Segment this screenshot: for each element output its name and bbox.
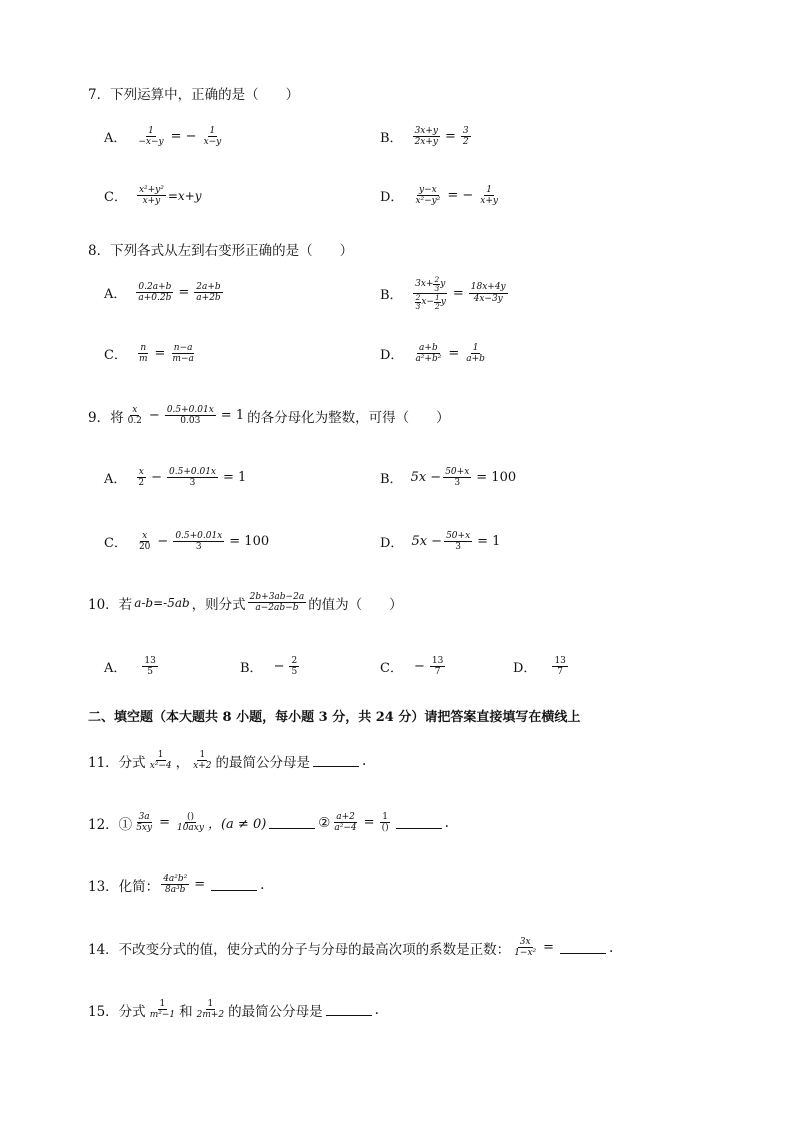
q11: 11．分式 $\frac{1}{\text{x²−4}}$ ， $\frac{1}{x+2}$ 的最简公分母是 . — [88, 750, 367, 772]
q9-c-expression: $\frac{x}{20}$ − $\frac{0.5+0.01x}{3}$ = 100 — [138, 531, 270, 553]
q8-stem: 8．下列各式从左到右变形正确的是（ ） — [88, 243, 354, 259]
q8-b-expression: 3x+ $\frac{2}{3}$ y 2 3 x− $\frac{1}{2}$ y = $\frac{18x+4y}{4x-3y}$ — [411, 276, 510, 311]
fraction: $\frac{3x}{\text{1−x²}}$ — [514, 937, 537, 959]
fraction: $\frac{1}{x-y}$ — [203, 126, 222, 148]
section-heading: 二、填空题（本大题共 8 小题，每小题 3 分，共 24 分）请把答案直接填写在横线上 — [88, 710, 581, 725]
q7-c-expression: $\frac{\text{x²+y²}}{x+y}$ =x+y — [138, 185, 202, 207]
option-label: C． — [380, 661, 403, 677]
fraction: $\frac{3}{2}$ — [462, 126, 469, 148]
q7-option-c[interactable] — [104, 185, 202, 207]
fraction: $\frac{1}{a+b}$ — [466, 343, 485, 365]
fraction: $\frac{0.5+0.01x}{3}$ — [169, 467, 216, 489]
q12: 12．① $\frac{3a}{5xy}$ = $\frac{()}{\text{10axy}}$ ，(a ≠ 0) ② $\frac{a+2}{\text{a²−4}}$ = $\frac{1}{()}$ . — [88, 812, 449, 834]
fraction: $\frac{3x+y}{2x+y}$ — [414, 126, 438, 148]
fraction: $\frac{x}{2}$ — [138, 467, 145, 489]
option-label: D． — [380, 190, 404, 206]
fraction: $\frac{1}{\text{x²−4}}$ — [149, 750, 172, 772]
answer-blank[interactable] — [313, 754, 359, 767]
q8-option-a[interactable] — [104, 282, 225, 304]
fraction: $\frac{1}{()}$ — [381, 812, 389, 834]
q7-b-expression: $\frac{3x+y}{2x+y}$ = $\frac{3}{2}$ — [414, 126, 469, 148]
fraction: $\frac{1}{\text{m²−1}}$ — [149, 999, 176, 1021]
fraction: $\frac{2a+b}{a+2b}$ — [196, 282, 221, 304]
option-label: C． — [104, 190, 127, 206]
fraction: $\frac{1}{-x-y}$ — [138, 126, 164, 148]
fraction: $\frac{13}{7}$ — [431, 656, 444, 678]
q7-a-expression: $\frac{1}{-x-y}$ = − $\frac{1}{x-y}$ — [138, 126, 222, 148]
option-label: C． — [104, 536, 127, 552]
q10-option-a[interactable] — [104, 656, 160, 678]
option-label: D． — [380, 348, 404, 364]
q13: 13．化简： $\frac{\text{4a²b²}}{\text{8a³b}}$ = . — [88, 874, 265, 896]
fraction: $\frac{50+x}{3}$ — [446, 531, 471, 553]
q8-option-c[interactable] — [104, 343, 198, 365]
option-label: A． — [104, 472, 127, 488]
fraction: $\frac{2}{5}$ — [291, 656, 298, 678]
fraction: $\frac{0.5+0.01x}{3}$ — [175, 531, 223, 553]
q10-stem: 10．若 a-b=-5ab ，则分式 $\frac{2b+3ab-2a}{a-2ab-b}$ 的值为（ ） — [88, 592, 403, 614]
fraction: $\frac{\text{x²+y²}}{x+y}$ — [138, 185, 164, 207]
fraction: $\frac{13}{7}$ — [554, 656, 566, 678]
q10-option-b[interactable]: B． − $\frac{2}{5}$ — [240, 656, 298, 678]
fraction: $\frac{n}{m}$ — [138, 343, 148, 365]
q8-option-d[interactable] — [380, 343, 489, 365]
answer-blank[interactable] — [326, 1003, 372, 1016]
q9-option-c[interactable] — [104, 531, 272, 553]
q8-c-expression: $\frac{n}{m}$ = $\frac{n-a}{m-a}$ — [138, 343, 194, 365]
q10-option-d[interactable] — [513, 656, 570, 678]
option-label: A． — [104, 661, 127, 677]
option-label: A． — [104, 131, 127, 147]
q7-option-d[interactable] — [380, 185, 502, 207]
fraction: $\frac{1}{x+y}$ — [480, 185, 498, 207]
answer-blank[interactable] — [560, 941, 606, 954]
fraction: $\frac{y-x}{\text{x²−y²}}$ — [415, 185, 441, 207]
q7-option-a[interactable] — [104, 126, 225, 148]
fraction: $\frac{13}{5}$ — [144, 656, 156, 678]
q15: 15．分式 $\frac{1}{\text{m²−1}}$ 和 $\frac{1}{2m+2}$ 的最简公分母是 . — [88, 999, 379, 1021]
fraction: $\frac{3a}{5xy}$ — [136, 812, 153, 834]
option-label: D． — [380, 536, 404, 552]
fraction: $\frac{a+b}{\text{a²+b²}}$ — [415, 343, 442, 365]
q9-b-expression: 5x − $\frac{50+x}{3}$ = 100 — [410, 467, 517, 489]
fraction: $\frac{1}{2m+2}$ — [196, 999, 225, 1021]
fraction: $\frac{18x+4y}{4x-3y}$ — [470, 282, 506, 304]
q7-option-b[interactable] — [380, 126, 473, 148]
answer-blank[interactable] — [396, 816, 442, 829]
q8-option-b[interactable] — [380, 276, 510, 311]
complex-fraction: 3x+ $\frac{2}{3}$ y 2 3 x− $\frac{1}{2}$ y — [415, 275, 446, 311]
fraction: $\frac{2b+3ab-2a}{a-2ab-b}$ — [249, 592, 305, 614]
option-label: A． — [104, 287, 127, 303]
option-label: B． — [380, 287, 403, 303]
fraction: $\frac{1}{x+2}$ — [193, 750, 212, 772]
fraction: $\frac{n-a}{m-a}$ — [172, 343, 194, 365]
q8-a-expression: $\frac{0.2a+b}{a+0.2b}$ = $\frac{2a+b}{a+2b}$ — [138, 282, 221, 304]
q7-d-expression: $\frac{y-x}{\text{x²−y²}}$ = − $\frac{1}{x+y}$ — [415, 185, 498, 207]
q9-option-b[interactable] — [380, 467, 519, 489]
fraction: $\frac{50+x}{3}$ — [445, 467, 470, 489]
q9-d-expression: 5x − $\frac{50+x}{3}$ = 1 — [411, 531, 501, 553]
fraction: $\frac{a+2}{\text{a²−4}}$ — [334, 812, 357, 834]
answer-blank[interactable] — [269, 816, 315, 829]
fraction: $\frac{0.2a+b}{a+0.2b}$ — [138, 282, 172, 304]
q9-option-a[interactable] — [104, 467, 249, 489]
option-label: B． — [240, 661, 263, 677]
fraction: $\frac{0.5+0.01x}{0.03}$ — [166, 405, 214, 427]
fraction: $\frac{\text{4a²b²}}{\text{8a³b}}$ — [163, 874, 188, 896]
option-label: C． — [104, 348, 127, 364]
q9-stem: 9．将 $\frac{x}{0.2}$ − $\frac{0.5+0.01x}{0.03}$ = 1 的各分母化为整数，可得（ ） — [88, 405, 450, 427]
option-label: B． — [380, 472, 403, 488]
fraction: $\frac{()}{\text{10axy}}$ — [176, 812, 204, 834]
option-label: D． — [513, 661, 537, 677]
answer-blank[interactable] — [211, 878, 257, 891]
q8-d-expression: $\frac{a+b}{\text{a²+b²}}$ = $\frac{1}{a+b}$ — [415, 343, 485, 365]
q14: 14．不改变分式的值，使分式的分子与分母的最高次项的系数是正数： $\frac{3x}{\text{1−x²}}$ = . — [88, 937, 614, 959]
option-label: B． — [380, 131, 403, 147]
q9-option-d[interactable] — [380, 531, 503, 553]
fraction: $\frac{x}{0.2}$ — [127, 405, 142, 427]
q9-a-expression: $\frac{x}{2}$ − $\frac{0.5+0.01x}{3}$ = 1 — [138, 467, 247, 489]
fraction: $\frac{x}{20}$ — [138, 531, 151, 553]
q7-stem: 7．下列运算中，正确的是（ ） — [88, 87, 300, 103]
q10-option-c[interactable]: C． − $\frac{13}{7}$ — [380, 656, 444, 678]
